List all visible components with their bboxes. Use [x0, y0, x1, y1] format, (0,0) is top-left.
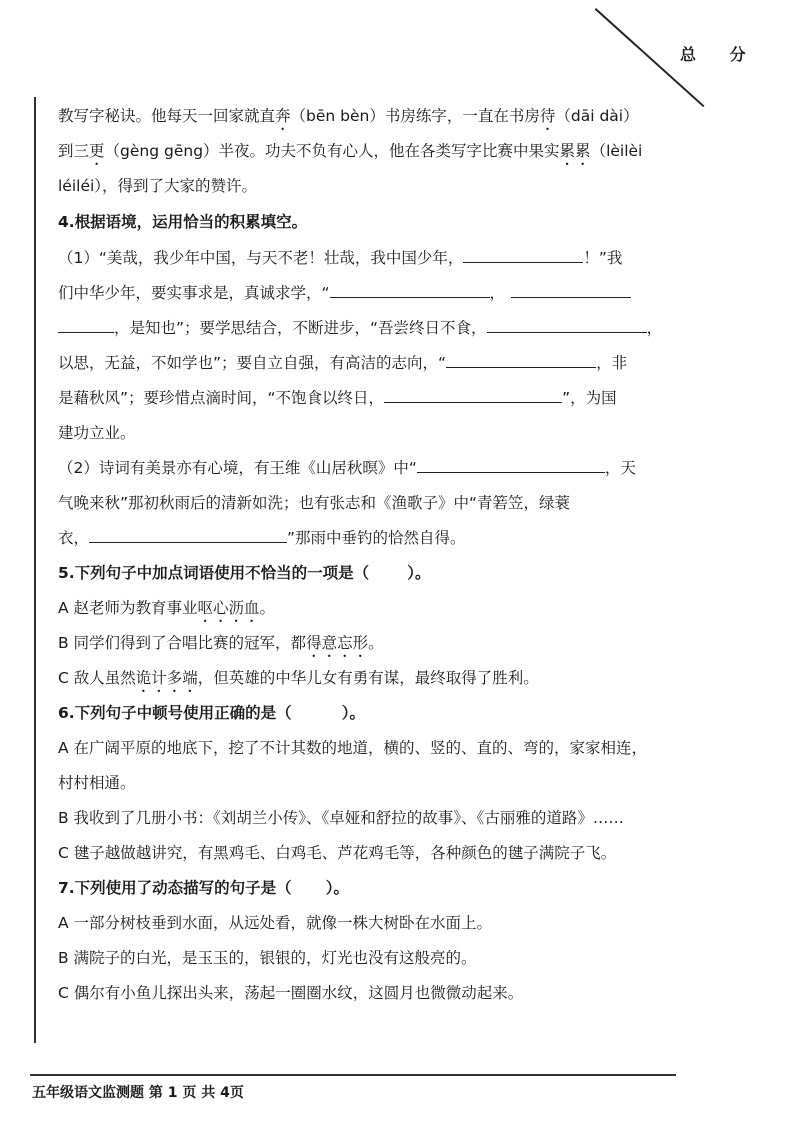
- q4-line: ，是知也”；要学思结合，不断进步，“吾尝终日不食， ，: [58, 316, 662, 338]
- q5-option-a: A 赵老师为教育事业呕心沥血。: [58, 599, 276, 617]
- footer-rule: [30, 1074, 676, 1076]
- answer-blank[interactable]: [446, 353, 596, 368]
- q4-line: （1）“美哉，我少年中国，与天不老！壮哉，我中国少年， ！”我: [58, 249, 623, 267]
- question-6-title: 6.下列句子中顿号使用正确的是（ ）。: [58, 704, 365, 722]
- q4-line: （2）诗词有美景亦有心境，有王维《山居秋暝》中“ ，天: [58, 459, 636, 477]
- q4-line: 是藉秋风”；要珍惜点滴时间，“不饱食以终日， ”，为国: [58, 389, 617, 407]
- q4-line: 建功立业。: [58, 424, 136, 442]
- answer-blank[interactable]: [463, 248, 583, 263]
- q5-option-b: B 同学们得到了合唱比赛的冠军，都得意忘形。: [58, 634, 384, 652]
- answer-blank[interactable]: [511, 283, 631, 298]
- dotted-phrase: 诡计多端: [135, 669, 198, 687]
- page-footer: 五年级语文监测题 第 1 页 共 4页: [32, 1085, 244, 1101]
- dotted-phrase: 得意忘形: [306, 634, 369, 652]
- dotted-char: 更: [89, 142, 105, 160]
- dotted-char: 累累: [559, 142, 591, 160]
- question-5-title: 5.下列句子中加点词语使用不恰当的一项是（ ）。: [58, 564, 431, 582]
- paragraph-line: 教写字秘诀。他每天一回家就直奔（bēn bèn）书房练字，一直在书房待（dāi dài）: [58, 107, 639, 125]
- dotted-phrase: 呕心沥血: [197, 599, 260, 617]
- dotted-char: 待: [539, 107, 556, 125]
- q6-option-a-cont: 村村相通。: [58, 774, 136, 792]
- q4-line: 以思，无益，不如学也”；要自立自强，有高洁的志向，“ ，非: [58, 354, 628, 372]
- answer-blank[interactable]: [417, 458, 605, 473]
- paragraph-line: léiléi），得到了大家的赞许。: [58, 177, 258, 195]
- answer-blank[interactable]: [330, 283, 490, 298]
- q6-option-c: C 毽子越做越讲究，有黑鸡毛、白鸡毛、芦花鸡毛等，各种颜色的毽子满院子飞。: [58, 844, 617, 862]
- answer-blank[interactable]: [487, 318, 647, 333]
- paragraph-line: 到三更（gèng gēng）半夜。功夫不负有心人，他在各类写字比赛中果实累累（lèilèi: [58, 142, 643, 160]
- q5-option-c: C 敌人虽然诡计多端，但英雄的中华儿女有勇有谋，最终取得了胜利。: [58, 669, 539, 687]
- q6-option-b: B 我收到了几册小书：《刘胡兰小传》、《卓娅和舒拉的故事》、《古丽雅的道路》……: [58, 809, 624, 827]
- q4-line: 气晚来秋”那初秋雨后的清新如洗；也有张志和《渔歌子》中“青箬笠，绿蓑: [58, 494, 571, 512]
- answer-blank[interactable]: [89, 528, 287, 543]
- question-7-title: 7.下列使用了动态描写的句子是（ ）。: [58, 879, 349, 897]
- dotted-char: 奔: [275, 107, 291, 125]
- total-score-label: 总 分: [680, 45, 760, 64]
- q7-option-b: B 满院子的白光，是玉玉的，银银的，灯光也没有这般亮的。: [58, 949, 477, 967]
- q4-line: 们中华少年，要实事求是，真诚求学，“ ，: [58, 281, 631, 303]
- q7-option-a: A 一部分树枝垂到水面，从远处看，就像一株大树卧在水面上。: [58, 914, 493, 932]
- q7-option-c: C 偶尔有小鱼儿探出头来，荡起一圈圈水纹，这圆月也微微动起来。: [58, 984, 524, 1002]
- q6-option-a: A 在广阔平原的地底下，挖了不计其数的地道，横的、竖的、直的、弯的，家家相连，: [58, 739, 648, 757]
- answer-blank[interactable]: [384, 388, 562, 403]
- q4-line: 衣， ”那雨中垂钓的恰然自得。: [58, 529, 466, 547]
- question-4-title: 4.根据语境，运用恰当的积累填空。: [58, 213, 308, 231]
- answer-blank[interactable]: [58, 318, 114, 333]
- binding-margin-line: [34, 97, 36, 1043]
